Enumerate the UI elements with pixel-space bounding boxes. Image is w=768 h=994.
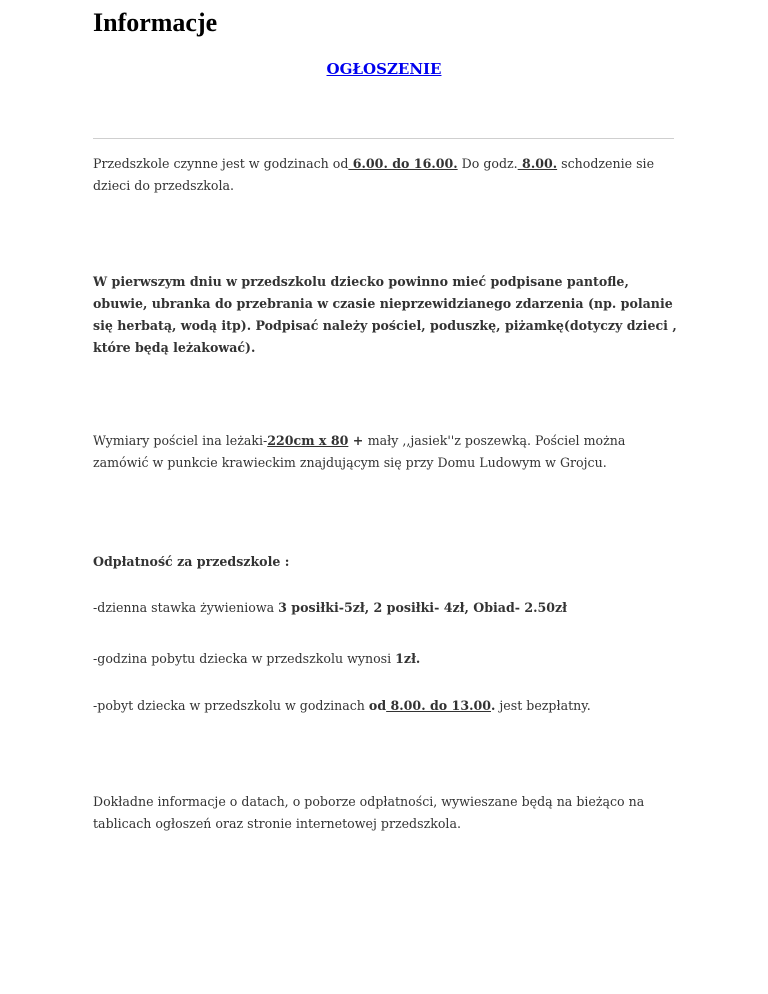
fee-hour-paragraph	[93, 648, 683, 670]
fee-food-paragraph	[93, 597, 683, 619]
fees-heading: Odpłatność za przedszkole :	[93, 554, 290, 569]
divider	[93, 138, 674, 139]
first-day-paragraph: W pierwszym dniu w przedszkolu dziecko powinno mieć podpisane pantofle, obuwie, ubranka do przebrania w czasie nieprzewidzianego zdarzenia (np. polanie się herbatą, wodą itp). Podpisać należy pościel, poduszkę, piżamkę(dotyczy dzieci , które będą leżakować).	[93, 274, 677, 355]
bedding-plus: +	[348, 433, 368, 448]
fee-free-range: 8.00. do 13.00	[386, 698, 491, 713]
bedding-text-2: mały ,,jasiek''z poszewką. Pościel można zamówić w punkcie krawieckim znajdującym się przy Domu Ludowym w Grojcu.	[93, 433, 626, 470]
fee-hour-label: -godzina pobytu dziecka w przedszkolu wynosi	[93, 651, 396, 666]
details-paragraph: Dokładne informacje o datach, o poborze odpłatności, wywieszane będą na bieżąco na tablicach ogłoszeń oraz stronie internetowej przedszkola.	[93, 794, 645, 831]
bedding-paragraph	[93, 430, 683, 474]
hours-arrival-time: 8.00.	[517, 156, 558, 171]
hours-text-2: Do godz.	[457, 156, 518, 171]
bedding-text-1: Wymiary pościel ina leżaki-	[93, 433, 268, 448]
fee-free-dot: .	[491, 698, 496, 713]
fee-free-from: od	[368, 698, 387, 713]
bedding-size: 220cm x 80	[267, 433, 349, 448]
announcement-link[interactable]: OGŁOSZENIE	[326, 60, 442, 78]
hours-text-1: Przedszkole czynne jest w godzinach od	[93, 156, 349, 171]
fee-hour-value: 1zł.	[395, 651, 421, 666]
fee-free-paragraph	[93, 695, 683, 717]
page-title: Informacje	[93, 8, 218, 37]
hours-open-range: 6.00. do 16.00.	[348, 156, 458, 171]
fee-food-label: -dzienna stawka żywieniowa	[93, 600, 279, 615]
hours-text-3: schodzenie sie dzieci do przedszkola.	[93, 156, 655, 193]
fee-free-label: -pobyt dziecka w przedszkolu w godzinach	[93, 698, 369, 713]
opening-hours-paragraph	[93, 153, 683, 197]
fee-free-text: jest bezpłatny.	[495, 698, 591, 713]
fee-food-values: 3 posiłki-5zł, 2 posiłki- 4zł, Obiad- 2.50zł	[278, 600, 568, 615]
